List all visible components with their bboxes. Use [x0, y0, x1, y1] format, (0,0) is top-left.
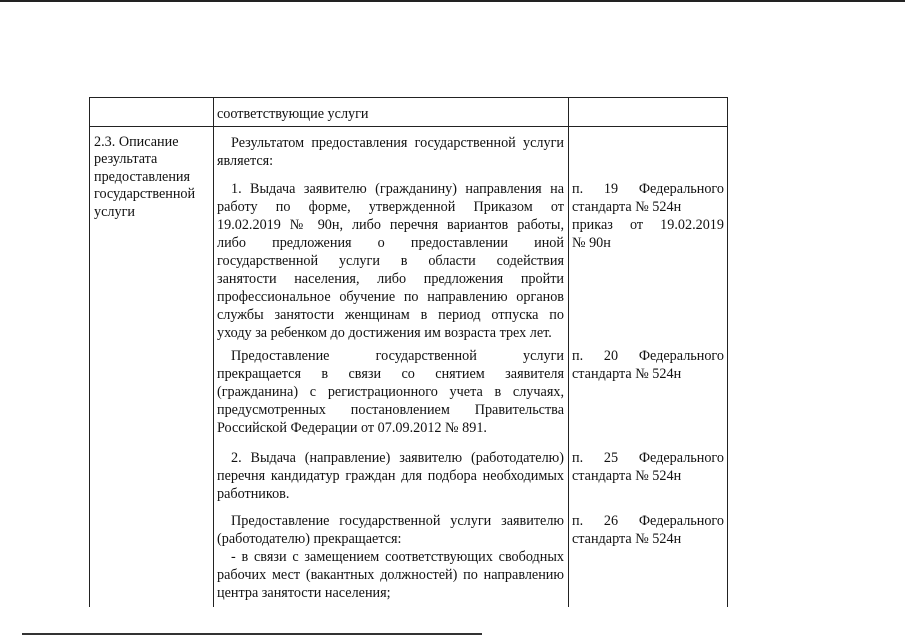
text-line: Предоставление государственной услуги	[231, 348, 564, 364]
ref-line: № 90н	[572, 235, 611, 251]
text-line: уходу за ребенком до достижения им возраста трех лет.	[217, 325, 552, 341]
ref-line: п. 20 Федерального	[572, 348, 724, 364]
ref-line: стандарта № 524н	[572, 531, 682, 547]
section-label-line: 2.3. Описание	[94, 134, 179, 150]
text-line: 2. Выдача (направление) заявителю (работодателю)	[231, 450, 564, 466]
ref-line: стандарта № 524н	[572, 199, 682, 215]
column-divider-2	[568, 97, 569, 607]
text-line: работников.	[217, 486, 290, 502]
text-line: (работодателю) прекращается:	[217, 531, 402, 547]
intro-paragraph	[217, 134, 564, 170]
reference-4	[572, 512, 724, 548]
ref-line: п. 25 Федерального	[572, 450, 724, 466]
section-label-line: государственной	[94, 186, 196, 203]
text-line: прекращается в связи со снятием заявителя	[217, 366, 564, 382]
reference-3	[572, 449, 724, 485]
table-top-border	[90, 97, 727, 98]
text-line: центра занятости населения;	[217, 585, 391, 601]
text-line: является:	[217, 153, 274, 169]
row0-middle-text: соответствующие услуги	[217, 106, 369, 122]
ref-line: п. 26 Федерального	[572, 513, 724, 529]
ref-line: стандарта № 524н	[572, 366, 682, 382]
ref-line: стандарта № 524н	[572, 468, 682, 484]
text-line: профессиональное обучение по направлению органов	[217, 289, 564, 305]
text-line: (гражданина) с регистрационного учета в случаях,	[217, 384, 564, 400]
paragraph-4	[217, 512, 564, 602]
text-line: Предоставление государственной услуги заявителю	[231, 513, 564, 529]
reference-2	[572, 347, 724, 383]
section-label	[94, 134, 210, 221]
text-line: перечня кандидатур граждан для подбора необходимых	[217, 468, 564, 484]
text-line: службы занятости женщинам в период отпуска по	[217, 307, 564, 323]
column-divider-1	[213, 97, 214, 607]
text-line: занятости населения, либо предложения пройти	[217, 271, 564, 287]
paragraph-3	[217, 449, 564, 503]
text-line: 1. Выдача заявителю (гражданину) направления на	[231, 181, 564, 197]
section-label-line: результата	[94, 151, 158, 168]
text-line: 19.02.2019 № 90н, либо перечня вариантов работы,	[217, 217, 564, 233]
section-label-line: услуги	[94, 203, 135, 220]
paragraph-2	[217, 347, 564, 437]
row-divider	[90, 126, 727, 127]
ref-line: приказ от 19.02.2019	[572, 217, 724, 233]
scan-bottom-rule	[22, 633, 482, 635]
text-line: государственной услуги в области содействия	[217, 253, 564, 269]
text-line: работу по форме, утвержденной Приказом от	[217, 199, 564, 215]
text-line: либо предложения о предоставлении иной	[217, 235, 564, 251]
scan-top-edge	[0, 0, 905, 2]
text-line: Российской Федерации от 07.09.2012 № 891.	[217, 420, 487, 436]
text-line: рабочих мест (вакантных должностей) по направлению	[217, 567, 564, 583]
text-line: - в связи с замещением соответствующих свободных	[231, 549, 564, 565]
ref-line: п. 19 Федерального	[572, 181, 724, 197]
reference-1	[572, 180, 724, 252]
text-line: Результатом предоставления государственной услуги	[231, 135, 564, 151]
section-label-line: предоставления	[94, 168, 191, 185]
paragraph-1	[217, 180, 564, 342]
text-line: предусмотренных постановлением Правительства	[217, 402, 564, 418]
document-table	[89, 97, 728, 607]
